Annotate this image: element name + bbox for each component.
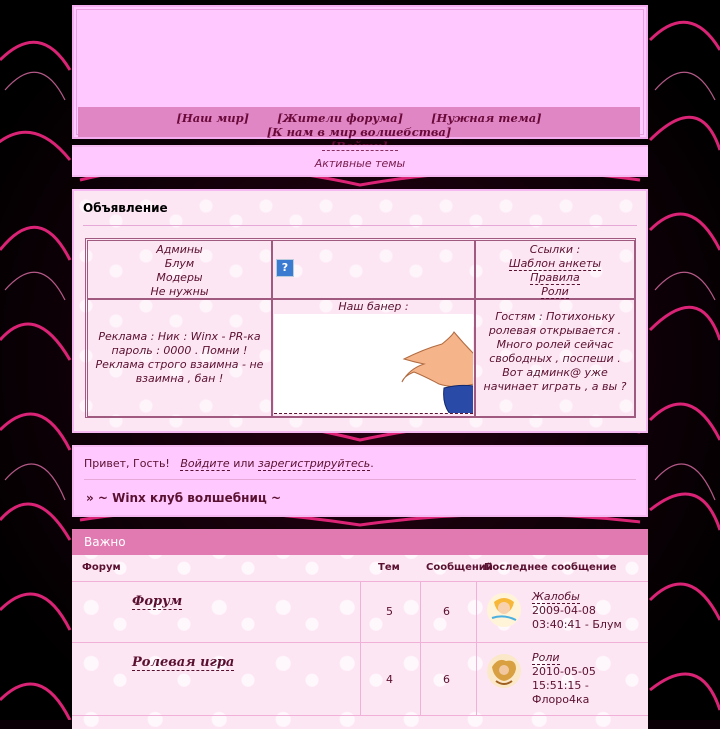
site-header xyxy=(72,5,648,139)
divider xyxy=(84,479,636,480)
posts-count: 6 xyxy=(443,673,450,686)
divider xyxy=(322,150,398,151)
login-link[interactable]: Войдите xyxy=(180,457,230,470)
active-topics-link[interactable]: Активные темы xyxy=(314,157,406,170)
divider xyxy=(420,643,421,715)
banner-image[interactable] xyxy=(274,314,473,414)
guests-text: Гостям : Потихоньку ролевая открывается . Много ролей сейчас свободных , поспеши . Вот админк@ уже начинает играть , а вы ? xyxy=(483,310,627,393)
nav-magic-world[interactable]: [К нам в мир волшебства] xyxy=(266,125,452,139)
last-post-meta: 15:51:15 - xyxy=(532,679,589,692)
period: . xyxy=(370,457,374,470)
avatar xyxy=(486,653,522,689)
moderators-label: Модеры xyxy=(156,271,203,284)
links-cell xyxy=(475,240,635,299)
last-post-topic[interactable]: Жалобы xyxy=(532,590,580,603)
last-post-info xyxy=(532,651,596,707)
last-post-date: 2009-04-08 xyxy=(532,604,596,617)
nav-needed-topic[interactable]: [Нужная тема] xyxy=(431,111,542,125)
main-nav xyxy=(78,107,640,137)
roleplay-link[interactable]: Ролевая игра xyxy=(132,655,235,670)
divider xyxy=(83,225,637,226)
col-last-post: Последнее сообщение xyxy=(484,562,617,573)
topics-count: 5 xyxy=(386,605,393,618)
forum-link[interactable]: Форум xyxy=(132,594,183,609)
greeting-text: Привет, Гость! xyxy=(84,457,170,470)
link-template[interactable]: Шаблон анкеты xyxy=(508,257,602,270)
moderators-value: Не нужны xyxy=(150,285,209,298)
last-post-info xyxy=(532,590,622,632)
category-title: Важно xyxy=(72,529,648,555)
register-link[interactable]: зарегистрируйтесь xyxy=(258,457,371,470)
forum-row xyxy=(72,643,648,716)
topics-count: 4 xyxy=(386,673,393,686)
last-post-date: 2010-05-05 xyxy=(532,665,596,678)
divider xyxy=(360,643,361,715)
announcement-table xyxy=(85,238,636,418)
divider xyxy=(360,582,361,642)
admins-label: Админы xyxy=(156,243,203,256)
banner-label: Наш банер : xyxy=(338,300,409,313)
greeting-line xyxy=(84,457,374,470)
admin-name: Блум xyxy=(164,257,195,270)
avatar xyxy=(486,592,522,628)
link-roles[interactable]: Роли xyxy=(541,285,569,298)
forum-row xyxy=(72,582,648,643)
last-post-topic[interactable]: Роли xyxy=(532,651,560,664)
admins-cell xyxy=(87,240,272,299)
column-headers xyxy=(72,555,648,582)
icon-cell xyxy=(272,240,475,299)
banner-cell xyxy=(272,299,475,417)
welcome-panel xyxy=(72,445,648,517)
guests-cell xyxy=(475,299,635,417)
forum-category xyxy=(72,529,648,729)
last-post-meta: 03:40:41 - Блум xyxy=(532,618,622,631)
divider xyxy=(476,643,477,715)
divider xyxy=(420,582,421,642)
posts-count: 6 xyxy=(443,605,450,618)
help-icon[interactable]: ? xyxy=(276,259,294,277)
col-topics: Тем xyxy=(378,562,400,573)
ads-text: Реклама : Ник : Winx - PR-ка пароль : 0000 . Помни ! Реклама строго взаимна - не взаимна , бан ! xyxy=(95,330,264,385)
col-forum: Форум xyxy=(82,562,121,573)
ads-cell xyxy=(87,299,272,417)
or-text: или xyxy=(233,457,255,470)
active-topics-bar xyxy=(72,145,648,177)
announcement-panel xyxy=(72,189,648,433)
nav-forum-residents[interactable]: [Жители форума] xyxy=(277,111,404,125)
links-title: Ссылки : xyxy=(529,243,581,256)
link-rules[interactable]: Правила xyxy=(530,271,580,284)
col-posts: Сообщений xyxy=(426,562,493,573)
nav-our-world[interactable]: [Наш мир] xyxy=(176,111,250,125)
announcement-title: Объявление xyxy=(83,201,168,215)
last-post-author: Флоро4ка xyxy=(532,693,590,706)
divider xyxy=(476,582,477,642)
breadcrumb[interactable]: » ~ Winx клуб волшебниц ~ xyxy=(86,491,281,505)
